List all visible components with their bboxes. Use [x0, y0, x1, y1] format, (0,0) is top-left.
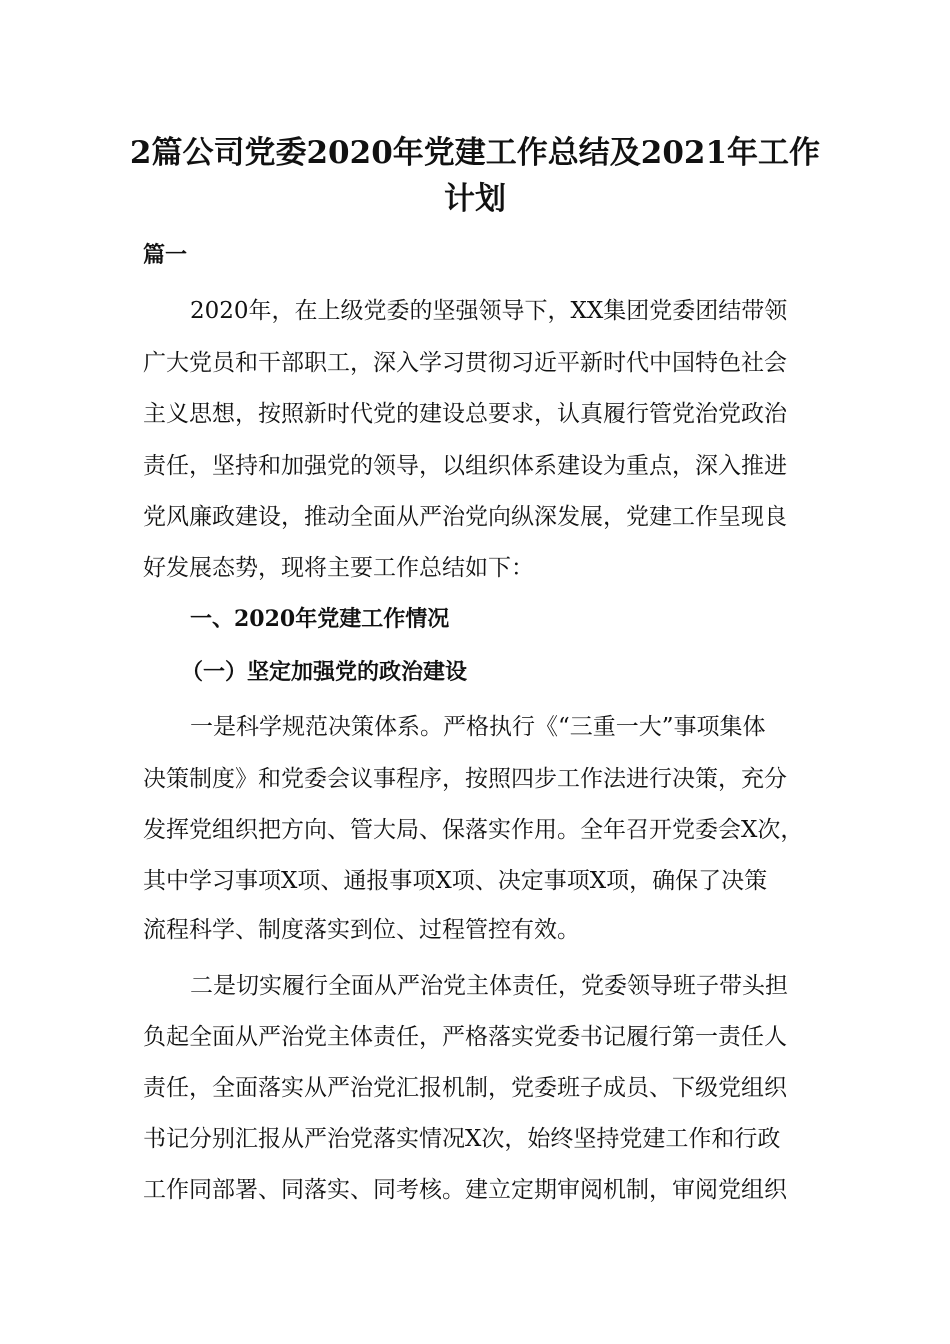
intro-line: 主义思想，按照新时代党的建设总要求，认真履行管党治党政治: [143, 401, 787, 427]
paragraph-line: 工作同部署、同落实、同考核。建立定期审阅机制，审阅党组织: [143, 1177, 787, 1203]
paragraph-line: 二是切实履行全面从严治党主体责任，党委领导班子带头担: [190, 973, 788, 999]
intro-line: 好发展态势，现将主要工作总结如下：: [143, 555, 534, 581]
section-heading-1: 一、2020年党建工作情况: [190, 606, 450, 632]
subsection-heading: （一）坚定加强党的政治建设: [181, 659, 468, 685]
intro-line: 2020年，在上级党委的坚强领导下，XX集团党委团结带领: [190, 298, 788, 324]
intro-line: 党风廉政建设，推动全面从严治党向纵深发展，党建工作呈现良: [143, 504, 787, 530]
paragraph-line: 发挥党组织把方向、管大局、保落实作用。全年召开党委会X次，: [143, 817, 804, 843]
paragraph-line: 一是科学规范决策体系。严格执行《“三重一大”事项集体: [190, 714, 766, 740]
paragraph-line: 其中学习事项X项、通报事项X项、决定事项X项，确保了决策: [143, 868, 768, 894]
document-title: 2篇公司党委2020年党建工作总结及2021年工作计划: [129, 135, 821, 217]
intro-line: 责任，坚持和加强党的领导，以组织体系建设为重点，深入推进: [143, 453, 787, 479]
intro-line: 广大党员和干部职工，深入学习贯彻习近平新时代中国特色社会: [143, 350, 787, 376]
paragraph-line: 责任，全面落实从严治党汇报机制，党委班子成员、下级党组织: [143, 1075, 787, 1101]
paragraph-line: 负起全面从严治党主体责任，严格落实党委书记履行第一责任人: [143, 1024, 787, 1050]
section-label: 篇一: [143, 242, 188, 268]
paragraph-line: 书记分别汇报从严治党落实情况X次，始终坚持党建工作和行政: [143, 1126, 781, 1152]
paragraph-line: 流程科学、制度落实到位、过程管控有效。: [143, 917, 580, 943]
paragraph-line: 决策制度》和党委会议事程序，按照四步工作法进行决策，充分: [143, 766, 787, 792]
